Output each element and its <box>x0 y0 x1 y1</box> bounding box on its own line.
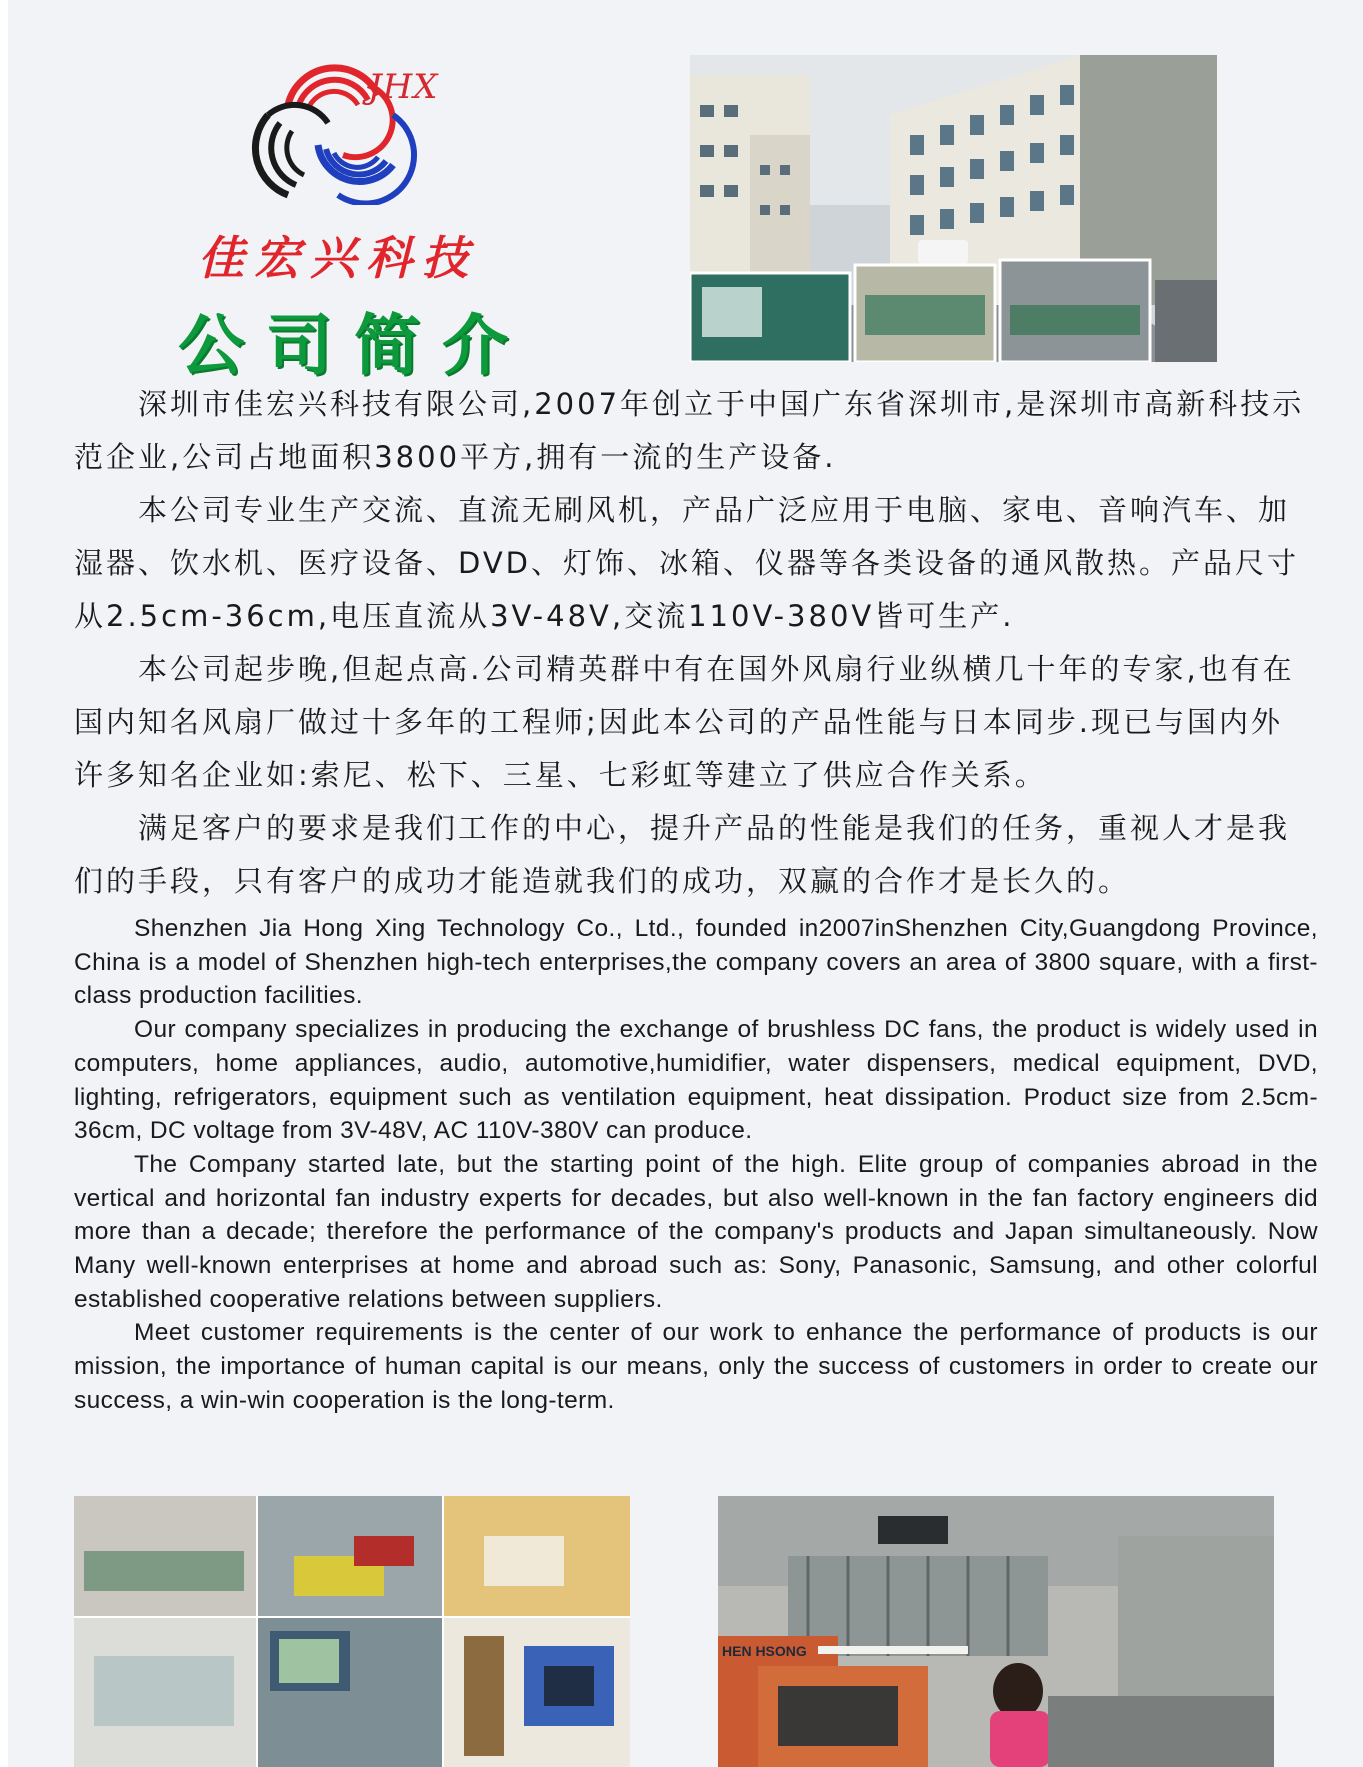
worker-machine-photo <box>718 1496 1274 1767</box>
factory-sign-text: HEN HSONG <box>722 1643 807 1659</box>
cn-paragraph-3: 本公司起步晚,但起点高.公司精英群中有在国外风扇行业纵横几十年的专家,也有在国内知名风扇厂做过十多年的工程师;因此本公司的产品性能与日本同步.现已与国内外许多知名企业如:索尼、松下、三星、七彩虹等建立了供应合作关系。 <box>74 652 1295 792</box>
chinese-introduction <box>74 378 1314 908</box>
section-title: 公司简介 <box>178 307 530 384</box>
en-paragraph-3: The Company started late, but the starting point of the high. Elite group of companies abroad in the vertical and horizontal fan industry experts for decades, but also well-known in the fan factory engineers did more than a decade; therefore the performance of the company's products and Japan simultaneously. Now Many well-known enterprises at home and abroad such as: Sony, Panasonic, Samsung, and other colorful established cooperative relations between suppliers. <box>74 1150 1318 1313</box>
logo-text: JHX <box>368 67 439 107</box>
factory-building-photo <box>690 55 1217 362</box>
en-paragraph-4: Meet customer requirements is the center of our work to enhance the performance of products is our mission, the importance of human capital is our means, only the success of customers in order to create our success, a win-win cooperation is the long-term. <box>74 1319 1318 1414</box>
brochure-page <box>8 0 1363 1767</box>
english-introduction <box>74 912 1318 1418</box>
cn-paragraph-2: 本公司专业生产交流、直流无刷风机，产品广泛应用于电脑、家电、音响汽车、加湿器、饮水机、医疗设备、DVD、灯饰、冰箱、仪器等各类设备的通风散热。产品尺寸从2.5cm-36cm,电压直流从3V-48V,交流110V-380V皆可生产. <box>74 493 1299 633</box>
cn-paragraph-4: 满足客户的要求是我们工作的中心，提升产品的性能是我们的任务，重视人才是我们的手段，只有客户的成功才能造就我们的成功，双赢的合作才是长久的。 <box>74 811 1291 898</box>
en-paragraph-1: Shenzhen Jia Hong Xing Technology Co., Ltd., founded in2007inShenzhen City,Guangdong Province, China is a model of Shenzhen high-tech enterprises,the company covers an area of 3800 square, with a first-class production facilities. <box>74 915 1318 1010</box>
production-line-collage <box>74 1496 630 1767</box>
en-paragraph-2: Our company specializes in producing the exchange of brushless DC fans, the product is widely used in computers, home appliances, audio, automotive,humidifier, water dispensers, medical equipment, DVD, lighting, refrigerators, equipment such as ventilation equipment, heat dissipation. Product size from 2.5cm-36cm, DC voltage from 3V-48V, AC 110V-380V can produce. <box>74 1016 1318 1145</box>
company-logo <box>218 45 458 205</box>
company-name-cn: 佳宏兴科技 <box>198 231 478 285</box>
cn-paragraph-1: 深圳市佳宏兴科技有限公司,2007年创立于中国广东省深圳市,是深圳市高新科技示范企业,公司占地面积3800平方,拥有一流的生产设备. <box>74 387 1305 474</box>
